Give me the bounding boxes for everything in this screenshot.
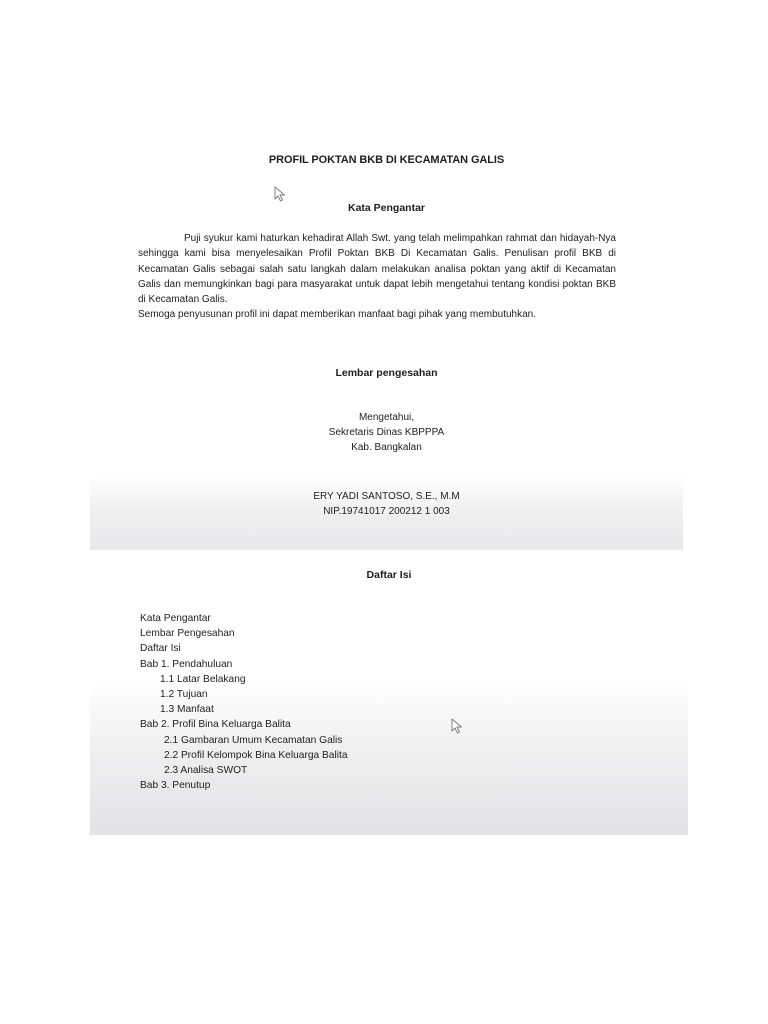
approval-signatory-block bbox=[90, 410, 683, 455]
approval-line-region: Kab. Bangkalan bbox=[351, 442, 422, 453]
foreword-closing: Semoga penyusunan profil ini dapat memberikan manfaat bagi pihak yang membutuhkan. bbox=[138, 309, 537, 321]
toc-item: Bab 1. Pendahuluan bbox=[140, 658, 233, 670]
approval-line-acknowledged: Mengetahui, bbox=[358, 412, 415, 423]
toc-subitem: 1.3 Manfaat bbox=[160, 704, 214, 716]
toc-subitem: 2.1 Gambaran Umum Kecamatan Galis bbox=[164, 734, 343, 746]
approval-name-block bbox=[90, 489, 683, 519]
toc-heading: Daftar Isi bbox=[366, 569, 412, 581]
approval-heading: Lembar pengesahan bbox=[335, 367, 438, 379]
toc-item: Bab 2. Profil Bina Keluarga Balita bbox=[140, 719, 291, 731]
foreword-body bbox=[138, 231, 616, 323]
approval-name: ERY YADI SANTOSO, S.E., M.M bbox=[313, 491, 460, 502]
approval-nip: NIP.19741017 200212 1 003 bbox=[323, 506, 450, 517]
toc-subitem: 2.2 Profil Kelompok Bina Keluarga Balita bbox=[164, 749, 348, 761]
toc-item: Kata Pengantar bbox=[140, 613, 211, 624]
table-of-contents bbox=[140, 611, 347, 793]
toc-item: Bab 3. Penutup bbox=[140, 780, 211, 792]
toc-item: Daftar Isi bbox=[140, 643, 181, 655]
toc-subitem: 2.3 Analisa SWOT bbox=[164, 765, 248, 777]
toc-subitem: 1.2 Tujuan bbox=[160, 689, 208, 701]
foreword-paragraph: Puji syukur kami haturkan kehadirat Allah Swt. yang telah melimpahkan rahmat dan hidayah-Nya sehingga kami bisa menyelesaikan Profil Poktan BKB Di Kecamatan Galis. Penulisan profil BKB di Kecamatan Galis sebagai salah satu langkah dalam melakukan analisa poktan yang aktif di Kecamatan Galis dan memungkinkan bagi para masyarakat untuk dapat lebih mengetahui tentang kondisi poktan BKB di Kecamatan Galis. bbox=[138, 233, 616, 306]
approval-line-position: Sekretaris Dinas KBPPPA bbox=[328, 427, 445, 438]
mouse-pointer-icon bbox=[274, 186, 286, 202]
mouse-pointer-icon bbox=[451, 718, 463, 734]
toc-subitem: 1.1 Latar Belakang bbox=[160, 673, 246, 685]
foreword-heading: Kata Pengantar bbox=[347, 202, 426, 214]
toc-item: Lembar Pengesahan bbox=[140, 628, 235, 640]
page-section-top bbox=[90, 105, 683, 550]
document-title: PROFIL POKTAN BKB DI KECAMATAN GALIS bbox=[268, 154, 505, 166]
